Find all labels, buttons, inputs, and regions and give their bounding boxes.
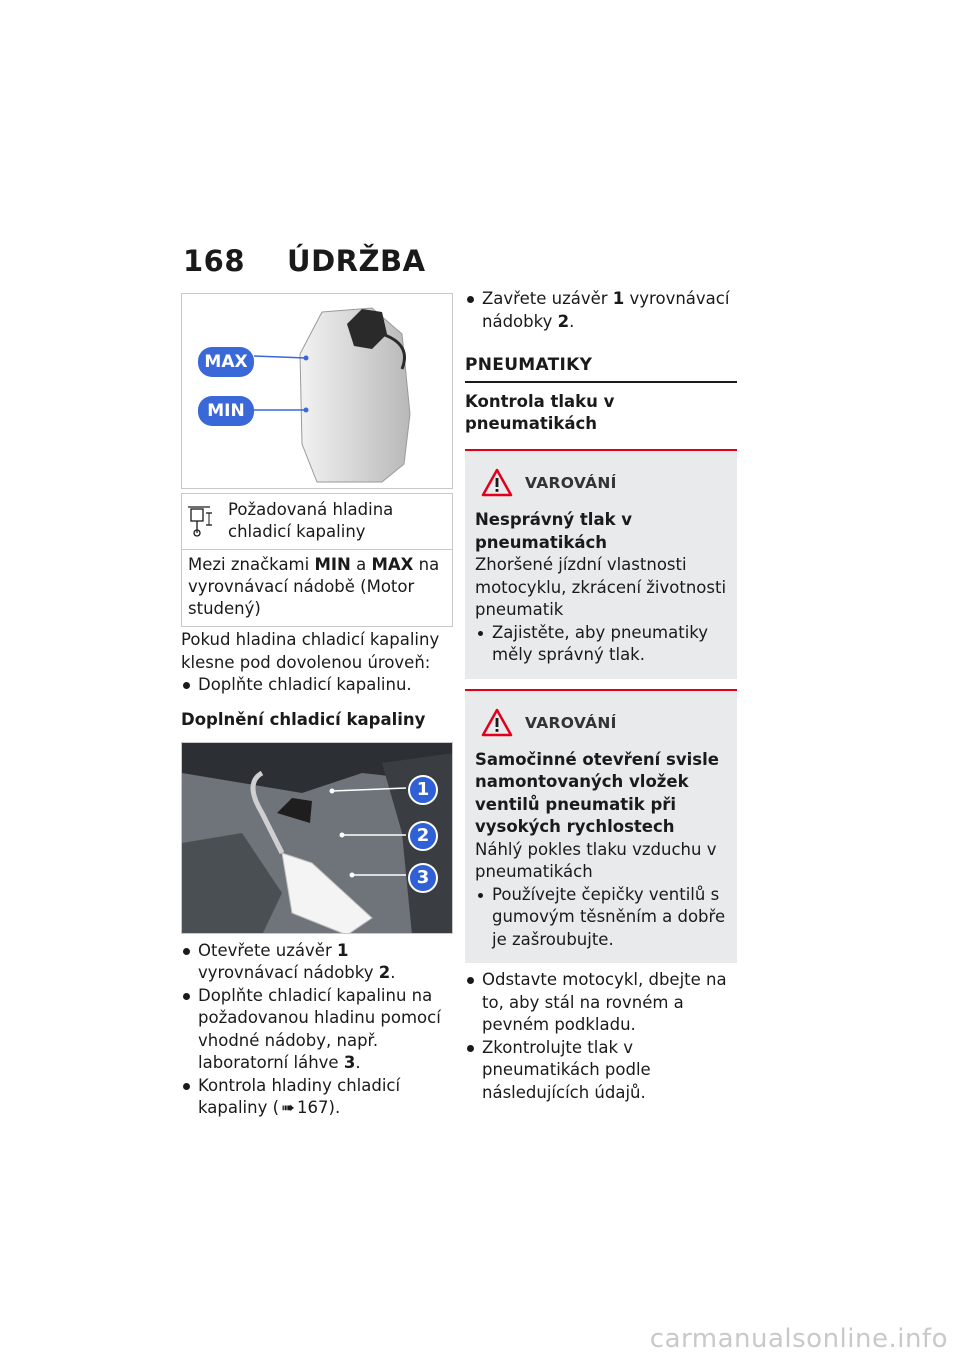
spec-text: na vyrovnávací nádobě (Motor studený) xyxy=(188,555,440,618)
steps-list xyxy=(181,940,453,1120)
watermark: carmanualsonline.info xyxy=(649,1324,948,1354)
warning-text: Zhoršené jízdní vlastnosti motocyklu, zkrácení životnosti pneumatik xyxy=(475,555,727,619)
warning-label: VAROVÁNÍ xyxy=(525,713,617,732)
coolant-reservoir-figure xyxy=(181,293,453,489)
steps-list xyxy=(465,288,737,333)
list-item: Kontrola hladiny chladicí kapaliny ( ➠ 167). xyxy=(181,1075,453,1120)
section-heading: PNEUMATIKY xyxy=(465,355,737,383)
warning-label: VAROVÁNÍ xyxy=(525,474,617,492)
list-item: Používejte čepičky ventilů s gumovým těsněním a dobře je zašroubujte. xyxy=(475,884,729,952)
section-title: ÚDRŽBA xyxy=(287,244,426,278)
warning-bullets xyxy=(475,622,729,667)
max-label: MAX xyxy=(198,347,254,377)
spec-table xyxy=(181,493,453,627)
warning-triangle-icon xyxy=(481,468,513,498)
left-column xyxy=(181,293,453,1120)
warning-text: Náhlý pokles tlaku vzduchu v pneumatikách xyxy=(475,839,717,881)
bullet-list xyxy=(181,674,453,697)
coolant-reservoir-illustration xyxy=(182,294,453,489)
coolant-level-icon xyxy=(188,499,228,543)
warning-bullets xyxy=(475,884,729,952)
paragraph: Pokud hladina chladicí kapaliny klesne pod dovolenou úroveň: xyxy=(181,630,440,672)
steps-list xyxy=(465,969,737,1104)
list-item: Zajistěte, aby pneumatiky měly správný tlak. xyxy=(475,622,729,667)
callout-2: 2 xyxy=(408,821,438,851)
spec-text: Mezi značkami xyxy=(188,555,315,574)
warning-triangle-icon xyxy=(481,708,513,738)
list-item: Odstavte motocykl, dbejte na to, aby stál na rovném a pevném podkladu. xyxy=(465,969,737,1037)
spec-header xyxy=(182,493,452,550)
page-ref-arrow-icon: ➠ xyxy=(281,1098,295,1117)
list-item: Doplňte chladicí kapalinu. xyxy=(181,674,453,697)
warning-header xyxy=(475,465,729,501)
subheading: Doplnění chladicí kapaliny xyxy=(181,709,426,729)
callout-3: 3 xyxy=(408,863,438,893)
list-item: Zkontrolujte tlak v pneumatikách podle následujících údajů. xyxy=(465,1037,737,1105)
list-item: Doplňte chladicí kapalinu na požadovanou hladinu pomocí vhodné nádoby, např. laboratorní láhve 3. xyxy=(181,985,453,1075)
callout-1: 1 xyxy=(408,775,438,805)
page-ref-link[interactable]: 167 xyxy=(297,1098,329,1117)
warning-header xyxy=(475,705,729,741)
page-number: 168 xyxy=(183,244,246,278)
list-item: Otevřete uzávěr 1 vyrovnávací nádobky 2. xyxy=(181,940,453,985)
refill-figure xyxy=(181,742,453,934)
page-header xyxy=(183,244,426,278)
spec-text: a xyxy=(350,555,372,574)
right-column xyxy=(465,288,737,1104)
spec-title: Požadovaná hladina chladicí kapaliny xyxy=(228,500,394,541)
list-item: Zavřete uzávěr 1 vyrovnávací nádobky 2. xyxy=(465,288,737,333)
warning-box-2 xyxy=(465,689,737,964)
spec-min: MIN xyxy=(314,555,351,574)
subsection-heading: Kontrola tlaku v pneumatikách xyxy=(465,392,615,433)
warning-title: Nesprávný tlak v pneumatikách xyxy=(475,510,633,552)
spec-max: MAX xyxy=(371,555,414,574)
warning-title: Samočinné otevření svisle namontovaných vložek ventilů pneumatik při vysokých rychlostech xyxy=(475,749,719,836)
spec-value xyxy=(182,550,452,626)
min-label: MIN xyxy=(198,396,254,426)
warning-box-1 xyxy=(465,449,737,679)
